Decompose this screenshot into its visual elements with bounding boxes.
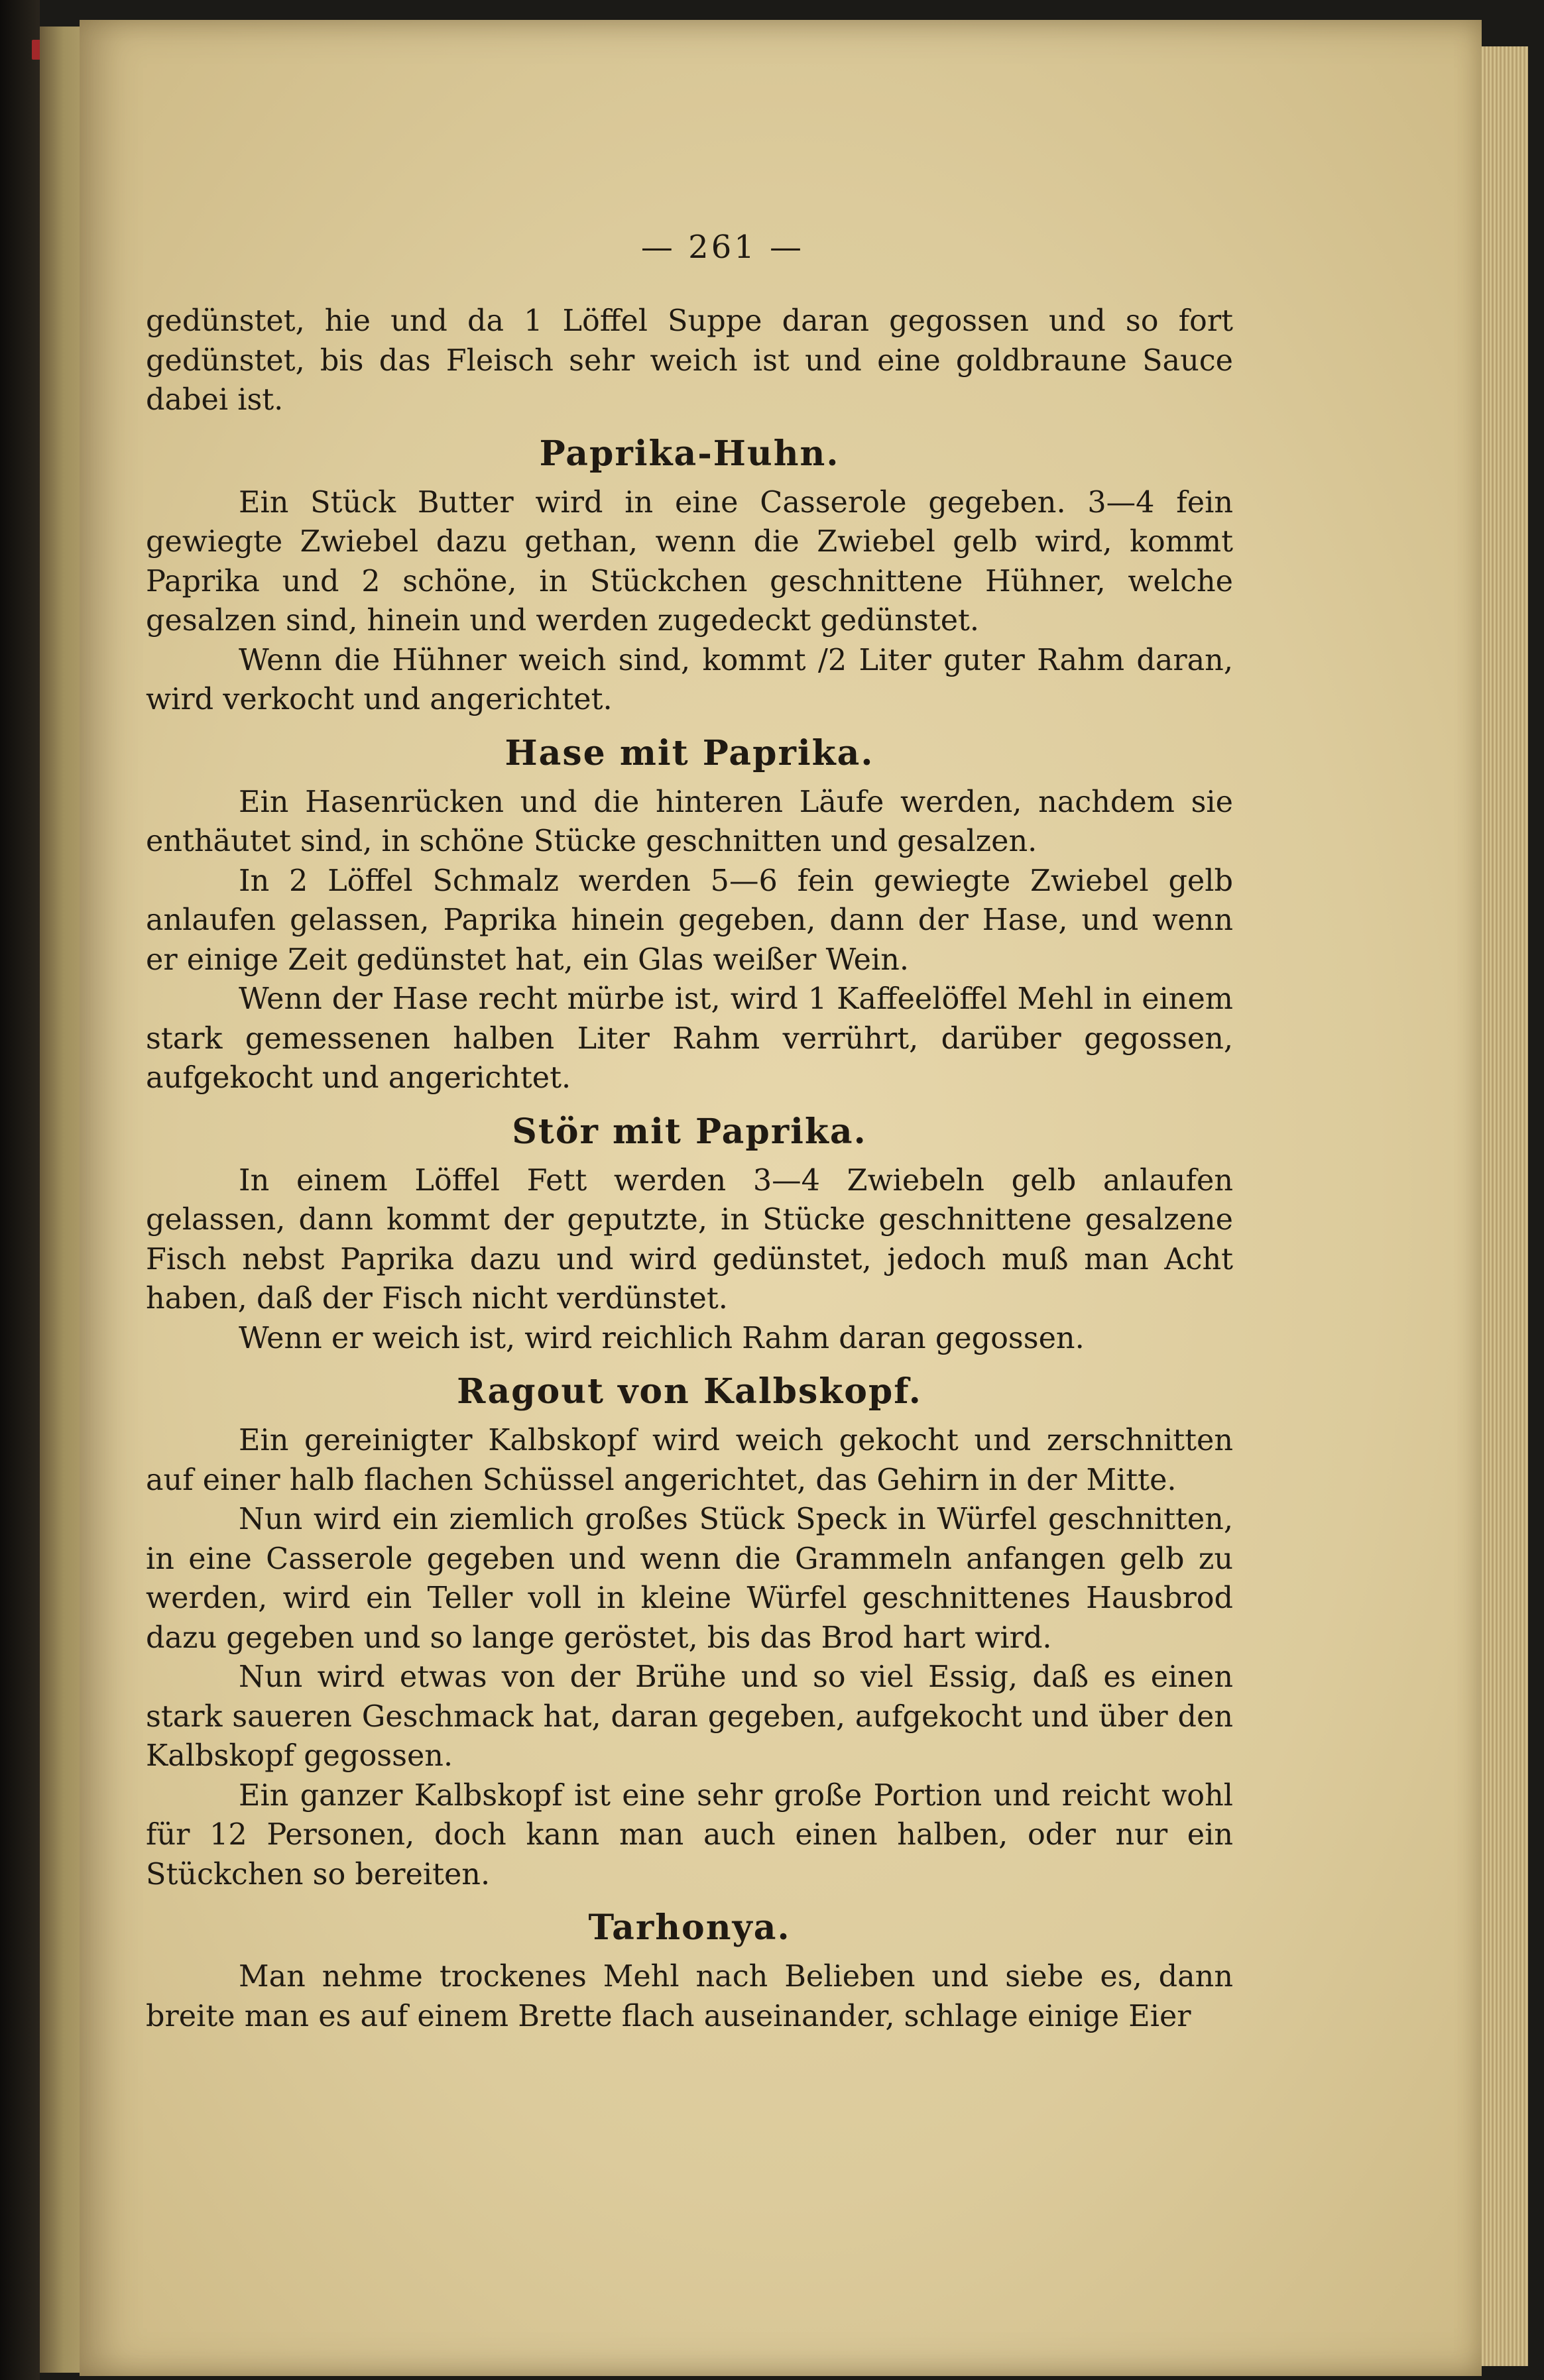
recipe-title-ragout-von-kalbskopf: Ragout von Kalbskopf.	[457, 1371, 922, 1412]
intro-paragraph: gedünstet, hie und da 1 Löffel Suppe daran gegossen und so fort gedünstet, bis das Fleisch sehr weich ist und eine goldbraune Sauce dabei ist.	[146, 304, 1233, 417]
recipe-paragraph: Wenn die Hühner weich sind, kommt /2 Liter guter Rahm daran, wird verkocht und angerichtet.	[146, 643, 1233, 716]
recipe-title-paprika-huhn: Paprika-Huhn.	[539, 433, 840, 474]
recipe-paragraph: In einem Löffel Fett werden 3—4 Zwiebeln gelb anlaufen gelassen, dann kommt der geputzte, in Stücke geschnittene gesalzene Fisch nebst Paprika dazu und wird gedünstet, jedoch muß man Acht haben, daß der Fisch nicht verdünstet.	[146, 1163, 1233, 1316]
recipe-paragraph: Man nehme trockenes Mehl nach Belieben und siebe es, dann breite man es auf einem Brette flach auseinander, schlage einige Eier	[146, 1960, 1233, 2033]
page-number: — 261 —	[640, 229, 805, 266]
recipe-paragraph: Ein gereinigter Kalbskopf wird weich gekocht und zerschnitten auf einer halb flachen Schüssel angerichtet, das Gehirn in der Mitte.	[146, 1424, 1233, 1497]
recipe-title-stoer-mit-paprika: Stör mit Paprika.	[512, 1111, 867, 1152]
recipe-paragraph: In 2 Löffel Schmalz werden 5—6 fein gewiegte Zwiebel gelb anlaufen gelassen, Paprika hinein gegeben, dann der Hase, und wenn er einige Zeit gedünstet hat, ein Glas weißer Wein.	[146, 864, 1233, 977]
recipe-paragraph: Ein Stück Butter wird in eine Casserole gegeben. 3—4 fein gewiegte Zwiebel dazu gethan, wenn die Zwiebel gelb wird, kommt Paprika und 2 schöne, in Stückchen geschnittene Hühner, welche gesalzen sind, hinein und werden zugedeckt gedünstet.	[146, 485, 1233, 638]
recipe-paragraph: Nun wird etwas von der Brühe und so viel Essig, daß es einen stark saueren Geschmack hat, daran gegeben, aufgekocht und über den Kalbskopf gegossen.	[146, 1660, 1233, 1773]
recipe-paragraph: Nun wird ein ziemlich großes Stück Speck in Würfel geschnitten, in eine Casserole gegeben und wenn die Grammeln anfangen gelb zu werden, wird ein Teller voll in kleine Würfel geschnittenes Hausbrod dazu gegeben und so lange geröstet, bis das Brod hart wird.	[146, 1502, 1233, 1655]
recipe-paragraph: Ein Hasenrücken und die hinteren Läufe werden, nachdem sie enthäutet sind, in schöne Stücke geschnitten und gesalzen.	[146, 785, 1233, 858]
recipe-paragraph: Wenn er weich ist, wird reichlich Rahm daran gegossen.	[239, 1321, 1085, 1355]
page-stack-edges	[1482, 46, 1528, 2366]
recipe-paragraph: Wenn der Hase recht mürbe ist, wird 1 Kaffeelöffel Mehl in einem stark gemessenen halben Liter Rahm verrührt, darüber gegossen, aufgekocht und angerichtet.	[146, 982, 1233, 1095]
book-binding	[0, 0, 40, 2380]
recipe-paragraph: Ein ganzer Kalbskopf ist eine sehr große Portion und reicht wohl für 12 Personen, doch kann man auch einen halben, oder nur ein Stückchen so bereiten.	[146, 1778, 1233, 1892]
recipe-title-tarhonya: Tarhonya.	[588, 1907, 791, 1948]
page-text	[146, 302, 1233, 2036]
recipe-title-hase-mit-paprika: Hase mit Paprika.	[505, 732, 874, 773]
